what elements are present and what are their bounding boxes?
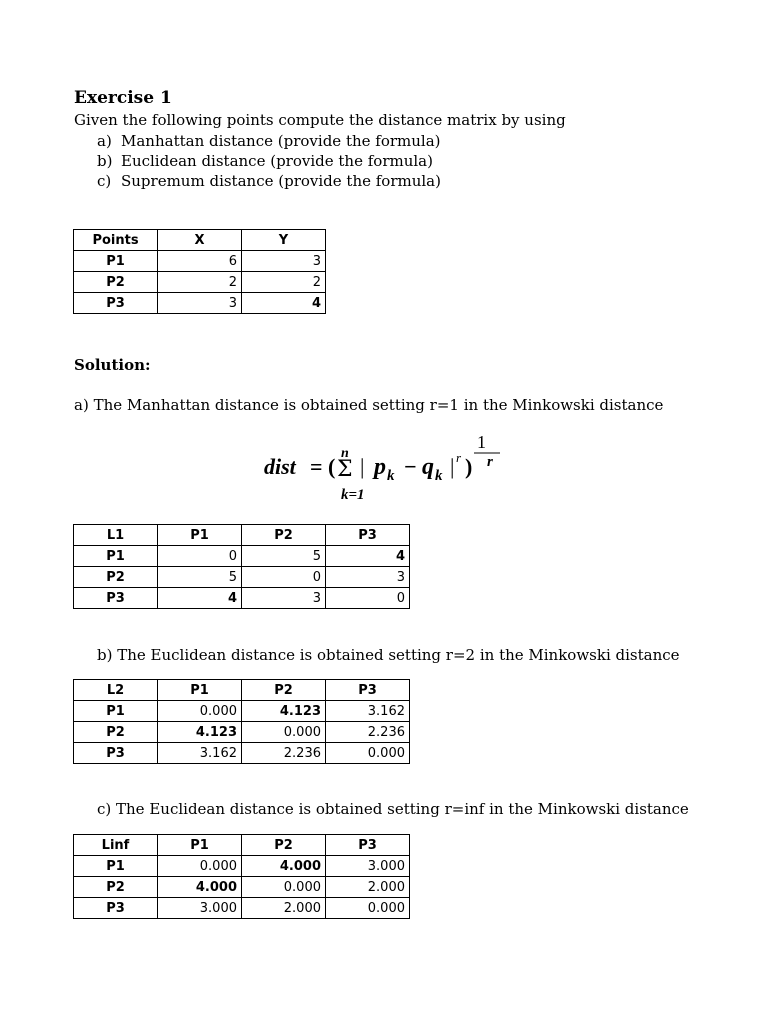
list-item-text: Euclidean distance (provide the formula) xyxy=(121,152,433,170)
table-header-row xyxy=(74,835,410,856)
list-item xyxy=(97,131,441,151)
table-header: L2 xyxy=(74,680,158,701)
l1-distance-table xyxy=(73,524,410,609)
table-cell: 3.162 xyxy=(326,701,410,722)
table-header: L1 xyxy=(74,525,158,546)
points-table xyxy=(73,229,326,314)
table-cell: 5 xyxy=(158,567,242,588)
list-item-text: Manhattan distance (provide the formula) xyxy=(121,132,441,150)
table-header: P3 xyxy=(326,835,410,856)
solution-heading: Solution: xyxy=(74,356,151,374)
formula-sigma: Σ xyxy=(337,457,353,482)
formula-equals-paren: = ( xyxy=(310,454,336,479)
row-header: P2 xyxy=(74,722,158,743)
formula-frac-num: 1 xyxy=(477,432,486,452)
formula-p-sub: k xyxy=(387,468,395,484)
row-header: P3 xyxy=(74,743,158,764)
table-header-row xyxy=(74,230,326,251)
table-header: P1 xyxy=(158,680,242,701)
table-row xyxy=(74,251,326,272)
table-cell: 3 xyxy=(326,567,410,588)
table-cell: 4.123 xyxy=(242,701,326,722)
table-row xyxy=(74,546,410,567)
formula-close-paren: ) xyxy=(465,454,473,479)
table-cell: 2.236 xyxy=(326,722,410,743)
row-header: P3 xyxy=(74,898,158,919)
table-cell: 3.000 xyxy=(158,898,242,919)
table-header: Points xyxy=(74,230,158,251)
table-cell: 4 xyxy=(242,293,326,314)
formula-sum-upper: n xyxy=(341,446,349,461)
exercise-title: Exercise 1 xyxy=(74,88,172,108)
row-header: P1 xyxy=(74,546,158,567)
table-row xyxy=(74,722,410,743)
formula-bar-left: | xyxy=(360,454,365,479)
table-row xyxy=(74,856,410,877)
table-header: X xyxy=(158,230,242,251)
table-row xyxy=(74,567,410,588)
table-cell: 4 xyxy=(158,588,242,609)
table-cell: 3 xyxy=(242,588,326,609)
table-cell: 3 xyxy=(158,293,242,314)
table-cell: 2 xyxy=(158,272,242,293)
table-header: Y xyxy=(242,230,326,251)
table-cell: 4.000 xyxy=(158,877,242,898)
table-cell: 0 xyxy=(326,588,410,609)
table-header: P2 xyxy=(242,525,326,546)
row-header: P1 xyxy=(74,251,158,272)
formula-q-sub: k xyxy=(435,468,443,484)
list-item xyxy=(97,151,441,171)
table-row xyxy=(74,272,326,293)
table-header: P1 xyxy=(158,525,242,546)
row-header: P1 xyxy=(74,856,158,877)
table-cell: 2.236 xyxy=(242,743,326,764)
row-header: P2 xyxy=(74,272,158,293)
table-cell: 2 xyxy=(242,272,326,293)
linf-distance-table xyxy=(73,834,410,919)
formula-p: p xyxy=(374,454,386,480)
table-header-row xyxy=(74,525,410,546)
table-row xyxy=(74,877,410,898)
table-cell: 2.000 xyxy=(326,877,410,898)
table-cell: 4 xyxy=(326,546,410,567)
formula-lhs: dist xyxy=(264,454,296,479)
table-cell: 0.000 xyxy=(158,701,242,722)
table-header: P3 xyxy=(326,680,410,701)
table-header-row xyxy=(74,680,410,701)
table-row xyxy=(74,898,410,919)
row-header: P3 xyxy=(74,293,158,314)
table-header: P2 xyxy=(242,680,326,701)
table-header: Linf xyxy=(74,835,158,856)
table-cell: 0.000 xyxy=(158,856,242,877)
table-row xyxy=(74,588,410,609)
table-header: P3 xyxy=(326,525,410,546)
table-cell: 0.000 xyxy=(242,877,326,898)
table-cell: 0.000 xyxy=(326,898,410,919)
solution-c-text: c) The Euclidean distance is obtained setting r=inf in the Minkowski distance xyxy=(97,800,689,818)
table-cell: 3.000 xyxy=(326,856,410,877)
list-item xyxy=(97,171,441,191)
table-cell: 0.000 xyxy=(242,722,326,743)
exercise-intro: Given the following points compute the distance matrix by using xyxy=(74,111,566,129)
table-cell: 2.000 xyxy=(242,898,326,919)
formula-exponent: r xyxy=(456,450,462,465)
table-row xyxy=(74,293,326,314)
list-item-label: b) xyxy=(97,152,113,170)
table-header: P2 xyxy=(242,835,326,856)
row-header: P3 xyxy=(74,588,158,609)
row-header: P2 xyxy=(74,877,158,898)
table-row xyxy=(74,701,410,722)
table-cell: 0.000 xyxy=(326,743,410,764)
table-cell: 4.000 xyxy=(242,856,326,877)
formula-sum-lower: k=1 xyxy=(341,487,365,502)
formula-bar-right: | xyxy=(450,454,455,479)
formula-q: q xyxy=(422,454,434,480)
table-cell: 3 xyxy=(242,251,326,272)
table-cell: 0 xyxy=(158,546,242,567)
table-cell: 6 xyxy=(158,251,242,272)
table-cell: 5 xyxy=(242,546,326,567)
table-cell: 0 xyxy=(242,567,326,588)
formula-minus: − xyxy=(404,454,417,479)
table-cell: 4.123 xyxy=(158,722,242,743)
minkowski-formula xyxy=(262,426,508,502)
solution-b-text: b) The Euclidean distance is obtained setting r=2 in the Minkowski distance xyxy=(97,646,680,664)
table-row xyxy=(74,743,410,764)
list-item-label: c) xyxy=(97,172,112,190)
list-item-label: a) xyxy=(97,132,112,150)
table-cell: 3.162 xyxy=(158,743,242,764)
l2-distance-table xyxy=(73,679,410,764)
table-header: P1 xyxy=(158,835,242,856)
solution-a-text: a) The Manhattan distance is obtained setting r=1 in the Minkowski distance xyxy=(74,396,664,414)
list-item-text: Supremum distance (provide the formula) xyxy=(121,172,441,190)
formula-frac-den: r xyxy=(487,454,493,470)
row-header: P1 xyxy=(74,701,158,722)
task-list xyxy=(97,131,441,191)
row-header: P2 xyxy=(74,567,158,588)
